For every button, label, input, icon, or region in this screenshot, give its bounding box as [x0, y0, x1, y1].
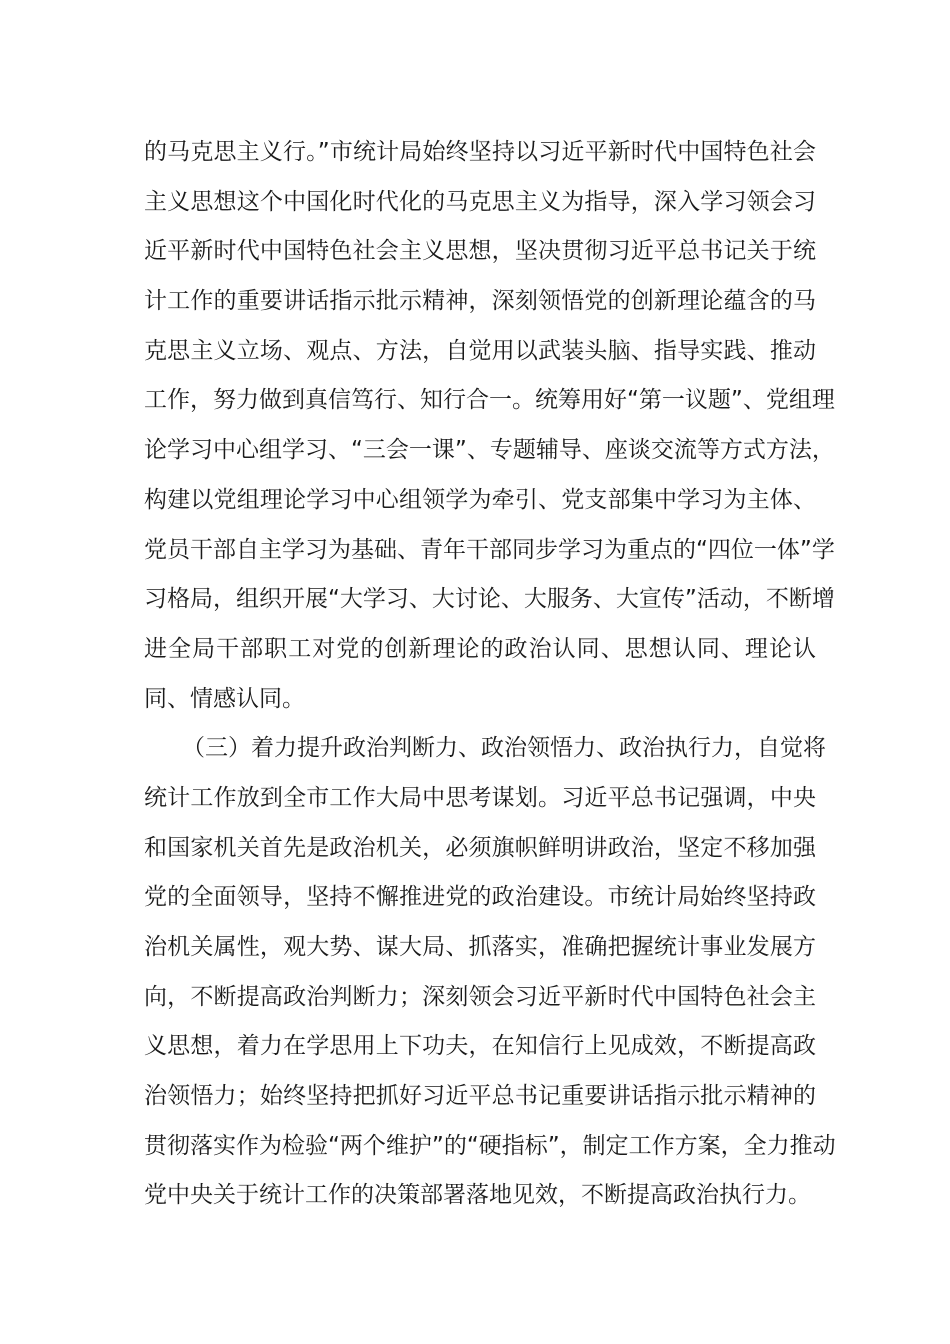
text-line: 党员干部自主学习为基础、青年干部同步学习为重点的“四位一体”学 — [144, 536, 835, 563]
text-line: （三）着力提升政治判断力、政治领悟力、政治执行力，自觉将 — [182, 735, 826, 762]
body-text — [144, 128, 836, 1221]
text-line: 向，不断提高政治判断力；深刻领会习近平新时代中国特色社会主 — [144, 983, 816, 1010]
text-line: 党的全面领导，坚持不懈推进党的政治建设。市统计局始终坚持政 — [144, 884, 816, 911]
text-line: 治领悟力；始终坚持把抓好习近平总书记重要讲话指示批示精神的 — [144, 1083, 816, 1110]
text-line: 习格局，组织开展“大学习、大讨论、大服务、大宣传”活动，不断增 — [144, 586, 835, 613]
text-line: 进全局干部职工对党的创新理论的政治认同、思想认同、理论认 — [144, 635, 816, 662]
text-line: 论学习中心组学习、“三会一课”、专题辅导、座谈交流等方式方法， — [144, 437, 835, 464]
text-line: 的马克思主义行。”市统计局始终坚持以习近平新时代中国特色社会 — [144, 139, 816, 165]
text-line: 治机关属性，观大势、谋大局、抓落实，准确把握统计事业发展方 — [144, 934, 816, 960]
text-line: 主义思想这个中国化时代化的马克思主义为指导，深入学习领会习 — [144, 188, 816, 215]
text-line: 和国家机关首先是政治机关，必须旗帜鲜明讲政治，坚定不移加强 — [144, 834, 816, 861]
text-line: 统计工作放到全市工作大局中思考谋划。习近平总书记强调，中央 — [144, 784, 816, 811]
paragraph-2 — [144, 724, 836, 1221]
text-line: 构建以党组理论学习中心组领学为牵引、党支部集中学习为主体、 — [144, 486, 816, 513]
text-line: 党中央关于统计工作的决策部署落地见效，不断提高政治执行力。 — [144, 1182, 811, 1209]
text-line: 同、情感认同。 — [144, 685, 305, 712]
text-line: 近平新时代中国特色社会主义思想，坚决贯彻习近平总书记关于统 — [144, 238, 816, 265]
text-line: 克思主义立场、观点、方法，自觉用以武装头脑、指导实践、推动 — [144, 337, 816, 364]
text-line: 义思想，着力在学思用上下功夫，在知信行上见成效，不断提高政 — [144, 1033, 816, 1060]
text-line: 贯彻落实作为检验“两个维护”的“硬指标”，制定工作方案，全力推动 — [144, 1132, 836, 1159]
text-line: 计工作的重要讲话指示批示精神，深刻领悟党的创新理论蕴含的马 — [144, 288, 816, 315]
text-line: 工作，努力做到真信笃行、知行合一。统筹用好“第一议题”、党组理 — [144, 387, 835, 414]
paragraph-1 — [144, 128, 835, 724]
